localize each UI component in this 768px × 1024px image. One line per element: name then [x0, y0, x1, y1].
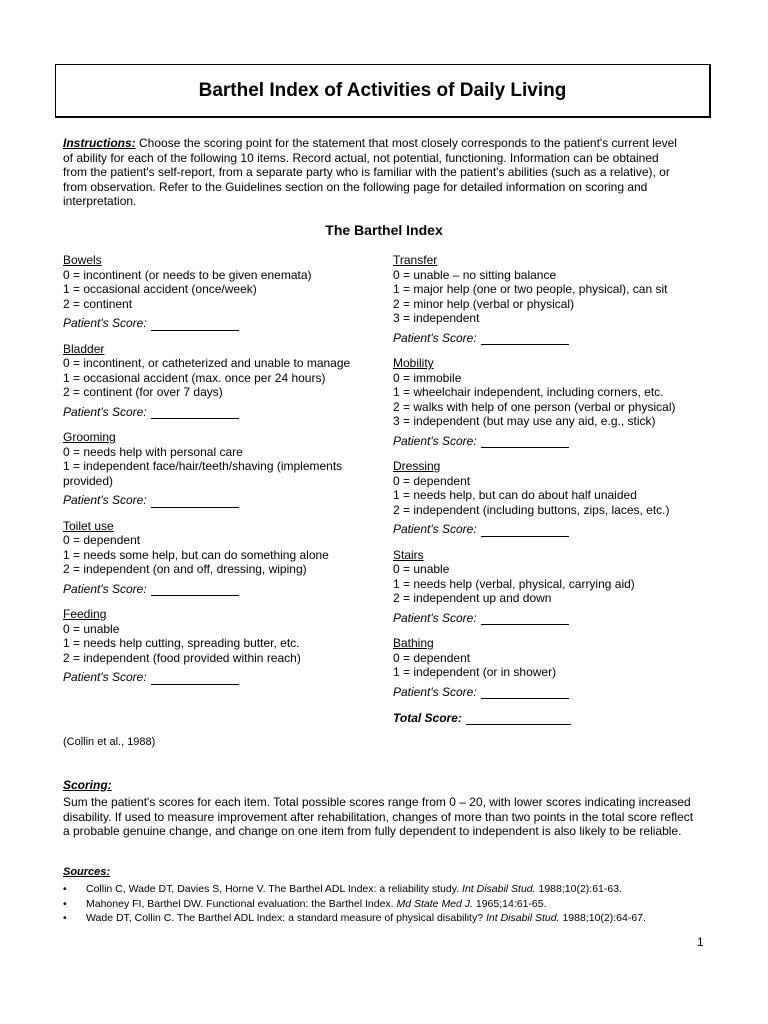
score-blank-line[interactable]: [481, 332, 569, 345]
score-blank-line[interactable]: [151, 406, 239, 419]
score-label: Patient's Score:: [393, 522, 477, 536]
source-text: Wade DT, Collin C. The Barthel ADL Index: a standard measure of physical disability?: [86, 912, 486, 924]
item-bowels: [63, 253, 393, 331]
source-details: 1988;10(2):64-67.: [559, 912, 646, 924]
patient-score: [63, 582, 393, 597]
scoring-label: Scoring:: [63, 778, 112, 792]
total-score-blank-line[interactable]: [466, 712, 571, 725]
patient-score: [63, 493, 393, 508]
score-label: Patient's Score:: [63, 316, 147, 330]
score-blank-line[interactable]: [481, 524, 569, 537]
item-option: 0 = dependent: [393, 473, 471, 488]
patient-score: [393, 434, 723, 449]
item-option: 3 = independent (but may use any aid, e.g., stick): [393, 414, 656, 428]
total-score: [393, 711, 723, 725]
item-option: 0 = immobile: [393, 370, 462, 385]
item-option: 2 = minor help (verbal or physical): [393, 296, 575, 311]
instructions-label: Instructions:: [63, 136, 136, 150]
item-option: 0 = needs help with personal care: [63, 444, 243, 459]
score-label: Patient's Score:: [63, 581, 147, 596]
item-toilet-use: [63, 519, 393, 597]
score-label: Patient's Score:: [393, 433, 477, 448]
item-bathing: [393, 636, 723, 699]
item-option: 1 = needs help, but can do about half unaided: [393, 488, 637, 502]
item-option: 1 = independent (or in shower): [393, 665, 557, 679]
source-text: Collin C, Wade DT, Davies S, Horne V. The Barthel ADL Index: a reliability study.: [86, 883, 463, 895]
section-title: The Barthel Index: [325, 222, 443, 238]
item-bladder: [63, 342, 393, 420]
item-title: Transfer: [393, 253, 438, 267]
item-option: 2 = independent (on and off, dressing, wiping): [63, 562, 307, 576]
source-journal: Int Disabil Stud.: [485, 912, 560, 924]
item-option: 2 = independent (food provided within reach): [63, 650, 301, 665]
score-blank-line[interactable]: [151, 318, 239, 331]
item-option: 2 = independent up and down: [393, 591, 552, 605]
sources-label: Sources:: [63, 866, 111, 878]
score-blank-line[interactable]: [151, 672, 239, 685]
source-item: [63, 911, 713, 926]
source-details: 1988;10(2):61-63.: [535, 883, 622, 895]
item-option: 0 = unable: [63, 621, 120, 636]
source-item: [63, 897, 713, 912]
item-grooming: [63, 430, 393, 508]
source-item: [63, 882, 713, 897]
score-label: Patient's Score:: [63, 404, 147, 419]
item-mobility: [393, 356, 723, 448]
patient-score: [393, 685, 723, 700]
source-journal: Md State Med J.: [396, 897, 473, 910]
item-dressing: [393, 459, 723, 537]
item-title: Grooming: [63, 430, 116, 444]
score-label: Patient's Score:: [393, 610, 477, 625]
score-blank-line[interactable]: [151, 495, 239, 508]
patient-score: [393, 331, 723, 346]
instructions-text: Choose the scoring point for the statement that most closely corresponds to the patient's current level of ability for each of the following 10 items. Record actual, not potential, functioning. Information can be obtained from the patient's self-report, from a separate party who is familiar with the patient's abilities (such as a relative), or from observation. Refer to the Guidelines section on the following page for detailed information on scoring and interpretation.: [63, 136, 677, 208]
item-option: 0 = dependent: [63, 533, 141, 547]
citation: (Collin et al., 1988): [63, 736, 156, 748]
score-blank-line[interactable]: [481, 686, 569, 699]
right-column: [393, 253, 723, 725]
item-feeding: [63, 607, 393, 685]
score-label: Patient's Score:: [393, 684, 477, 699]
item-title: Mobility: [393, 356, 434, 370]
item-title: Feeding: [63, 607, 107, 621]
item-option: 3 = independent: [393, 311, 480, 325]
item-option: 2 = walks with help of one person (verbal or physical): [393, 399, 676, 414]
item-option: 2 = continent (for over 7 days): [63, 385, 223, 399]
score-label: Patient's Score:: [393, 330, 477, 345]
item-option: 2 = continent: [63, 296, 133, 311]
source-text: Mahoney FI, Barthel DW. Functional evaluation: the Barthel Index.: [86, 897, 397, 910]
page-number: 1: [697, 935, 704, 949]
score-label: Patient's Score:: [63, 670, 147, 684]
bullet-icon: •: [63, 912, 67, 924]
item-title: Stairs: [393, 547, 424, 562]
item-option: 2 = independent (including buttons, zips, laces, etc.): [393, 502, 670, 517]
patient-score: [63, 405, 393, 420]
item-option: 1 = needs some help, but can do something alone: [63, 547, 329, 562]
item-title: Bathing: [393, 636, 434, 650]
source-journal: Int Disabil Stud.: [462, 883, 536, 895]
item-stairs: [393, 548, 723, 626]
score-blank-line[interactable]: [151, 583, 239, 596]
source-details: 1965;14:61-65.: [472, 897, 547, 910]
item-option: 1 = major help (one or two people, physical), can sit: [393, 282, 668, 296]
item-option: 0 = unable – no sitting balance: [393, 267, 557, 282]
bullet-icon: •: [63, 883, 67, 895]
bullet-icon: •: [63, 897, 67, 910]
item-title: Toilet use: [63, 518, 114, 533]
score-blank-line[interactable]: [481, 435, 569, 448]
patient-score: [63, 316, 393, 331]
item-transfer: [393, 253, 723, 345]
item-option: 1 = needs help cutting, spreading butter, etc.: [63, 636, 300, 650]
item-option: 1 = wheelchair independent, including corners, etc.: [393, 385, 664, 399]
item-option: 0 = dependent: [393, 650, 471, 665]
item-option: 1 = independent face/hair/teeth/shaving (implements provided): [63, 459, 343, 488]
title-box: [55, 64, 711, 118]
left-column: [63, 253, 393, 696]
total-score-label: Total Score:: [393, 711, 462, 725]
item-option: 1 = needs help (verbal, physical, carrying aid): [393, 576, 635, 591]
item-option: 1 = occasional accident (once/week): [63, 282, 257, 296]
score-label: Patient's Score:: [63, 493, 147, 507]
item-option: 1 = occasional accident (max. once per 24 hours): [63, 370, 326, 385]
patient-score: [393, 522, 723, 537]
item-title: Dressing: [393, 459, 441, 473]
item-option: 0 = incontinent (or needs to be given enemata): [63, 267, 312, 282]
patient-score: [63, 670, 393, 685]
item-option: 0 = incontinent, or catheterized and unable to manage: [63, 356, 351, 370]
instructions-paragraph: [63, 136, 683, 209]
patient-score: [393, 611, 723, 626]
item-option: 0 = unable: [393, 562, 450, 576]
page-title: Barthel Index of Activities of Daily Living: [198, 79, 567, 101]
score-blank-line[interactable]: [481, 612, 569, 625]
sources-list: [63, 882, 713, 926]
scoring-text: Sum the patient's scores for each item. Total possible scores range from 0 – 20, with lower scores indicating increased disability. If used to measure improvement after rehabilitation, changes of more than two points in the total score reflect a probable genuine change, and change on one item from fully dependent to independent is also likely to be reliable.: [63, 795, 694, 838]
item-title: Bowels: [63, 253, 102, 267]
item-title: Bladder: [63, 341, 105, 356]
